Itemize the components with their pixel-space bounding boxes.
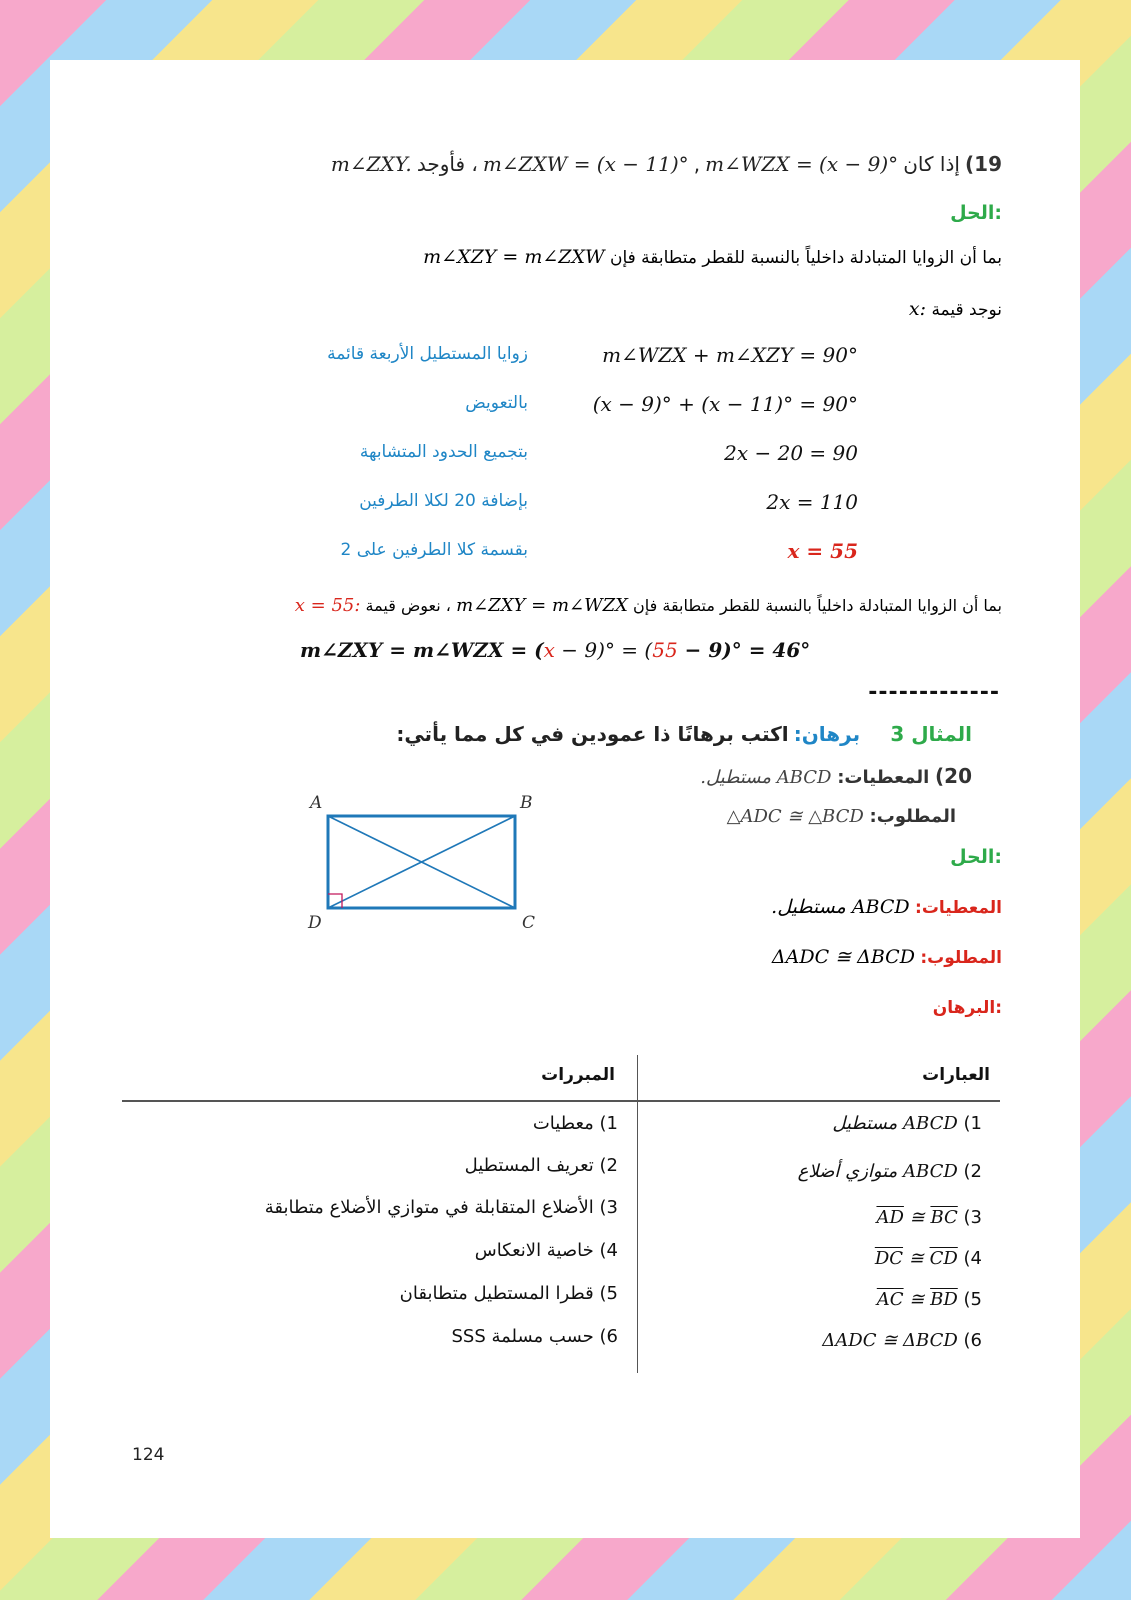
x-value: x = 55: [294,595,361,616]
header-reasons: المبررات [541,1065,615,1085]
equation: m∠ZXY = m∠WZX [456,595,628,616]
step-equation: 2x − 20 = 90 [724,441,858,465]
reason-text: الأضلاع المتقابلة في متوازي الأضلاع متطابقة [264,1197,594,1218]
row-number: 4) [599,1240,618,1261]
reason-text: حسب مسلمة SSS [451,1326,594,1347]
equation: m∠XZY = m∠ZXW [423,246,605,268]
segment: $\overline{CD}$ [929,1248,958,1269]
row-number: 3) [599,1197,618,1218]
vertex-label-d: D [308,913,322,933]
step-equation-result: x = 55 [787,539,858,563]
problem-20-given [700,764,972,788]
step-equation: 2x = 110 [766,490,858,514]
right-angle-mark [328,894,342,908]
row-number: 2) [599,1155,618,1176]
segment: $\overline{AC}$ [876,1289,904,1310]
problem-text: إذا كان [903,152,960,176]
conclusion-text: ، نعوض قيمة [365,596,451,615]
step-reason: بإضافة 20 لكلا الطرفين [359,491,528,511]
expression: m∠ZXY. [330,152,412,176]
rectangle-diagram [300,788,550,938]
find-x-text: نوجد قيمة [931,300,1002,320]
page-sheet [50,60,1080,1538]
reason-text: قطرا المستطيل متطابقان [399,1283,594,1304]
vertex-label-c: C [522,913,536,933]
step-reason: بتجميع الحدود المتشابهة [359,442,528,462]
row-number: 5) [599,1283,618,1304]
row-number: 6) [599,1326,618,1347]
reason-text: خاصية الانعكاس [474,1240,594,1261]
variable-x: x: [908,298,927,320]
conclusion-line [295,595,1002,616]
proof-table [122,1055,1000,1373]
header-statements: العبارات [922,1065,990,1085]
page-number: 124 [132,1445,165,1465]
segment: $\overline{BC}$ [930,1207,958,1228]
problem-text: ، فأوجد [416,152,478,176]
table-column-divider [637,1055,638,1373]
required-text: ΔADC ≅ ΔBCD [771,946,915,968]
solution-line [423,246,1002,268]
required-text: △ADC ≅ △BCD [726,806,864,827]
solution-text: بما أن الزوايا المتبادلة داخلياً بالنسبة للقطر متطابقة فإن [609,248,1002,268]
final-eq-part: m∠ZXY = m∠WZX = ( [300,638,544,662]
example-label: المثال 3 [890,722,972,746]
step-reason: بقسمة كلا الطرفين على 2 [340,540,528,560]
reason-text: تعريف المستطيل [464,1155,594,1176]
example-3-header [396,722,972,746]
statement-row [875,1248,982,1269]
statement-row [876,1207,982,1228]
step-equation: m∠WZX + m∠XZY = 90° [602,343,858,367]
final-eq-part: − 9)° = ( [554,638,653,662]
step-reason: زوايا المستطيل الأربعة قائمة [327,344,528,364]
section-separator: ------------- [868,680,1000,705]
problem-20-required [727,806,956,827]
step-equation: (x − 9)° + (x − 11)° = 90° [592,392,858,416]
vertex-label-b: B [520,793,533,813]
reason-row [475,1240,618,1261]
row-number: 5) [963,1289,982,1310]
expression: m∠ZXW = (x − 11)° [482,152,689,176]
solution-label: الحل: [950,202,1002,224]
problem-19 [331,152,1002,176]
reason-row [400,1283,618,1304]
example-title: برهان: [793,722,861,746]
required-label: المطلوب: [920,948,1002,968]
problem-number: 20) [935,764,972,788]
step-reason: بالتعويض [465,393,528,413]
reason-row [533,1113,618,1134]
statement-row [877,1289,982,1310]
statement-row [822,1330,982,1351]
solution-label: الحل: [950,846,1002,868]
problem-number: 19) [965,152,1002,176]
find-x-line [909,298,1002,320]
statement-text: ΔADC ≅ ΔBCD [822,1330,958,1351]
congruent-symbol: ≅ [903,1248,930,1269]
proof-label: البرهان: [932,998,1002,1018]
solution2-given [771,896,1002,918]
expression: m∠WZX = (x − 9)° [705,152,899,176]
example-instruction: اكتب برهانًا ذا عمودين في كل مما يأتي: [396,722,789,746]
statement-row [798,1161,982,1182]
reason-text: معطيات [532,1113,594,1134]
row-number: 2) [963,1161,982,1182]
required-label: المطلوب: [869,806,956,827]
statement-text: ABCD مستطيل [832,1113,958,1134]
congruent-symbol: ≅ [903,1289,931,1310]
reason-row [465,1155,618,1176]
row-number: 1) [963,1113,982,1134]
given-text: ABCD مستطيل. [700,767,832,788]
table-header-divider [122,1100,1000,1102]
vertex-label-a: A [310,793,323,813]
row-number: 4) [963,1248,982,1269]
final-55: 55 [652,638,678,662]
final-equation [300,638,810,662]
final-eq-part: − 9)° = 46° [677,638,811,662]
row-number: 1) [599,1113,618,1134]
given-label: المعطيات: [915,898,1002,918]
statement-text: ABCD متوازي أضلاع [797,1161,958,1182]
row-number: 3) [963,1207,982,1228]
reason-row [265,1197,618,1218]
given-label: المعطيات: [837,767,930,788]
solution2-required [772,946,1002,968]
segment: $\overline{BD}$ [930,1289,958,1310]
congruent-symbol: ≅ [903,1207,931,1228]
segment: $\overline{AD}$ [876,1207,904,1228]
final-x: x [543,638,555,662]
segment: $\overline{DC}$ [874,1248,904,1269]
statement-row [832,1113,982,1134]
conclusion-text: بما أن الزوايا المتبادلة داخلياً بالنسبة للقطر متطابقة فإن [633,596,1002,615]
given-text: ABCD مستطيل. [771,896,910,918]
separator-comma: , [693,152,701,176]
row-number: 6) [963,1330,982,1351]
reason-row [451,1326,618,1347]
